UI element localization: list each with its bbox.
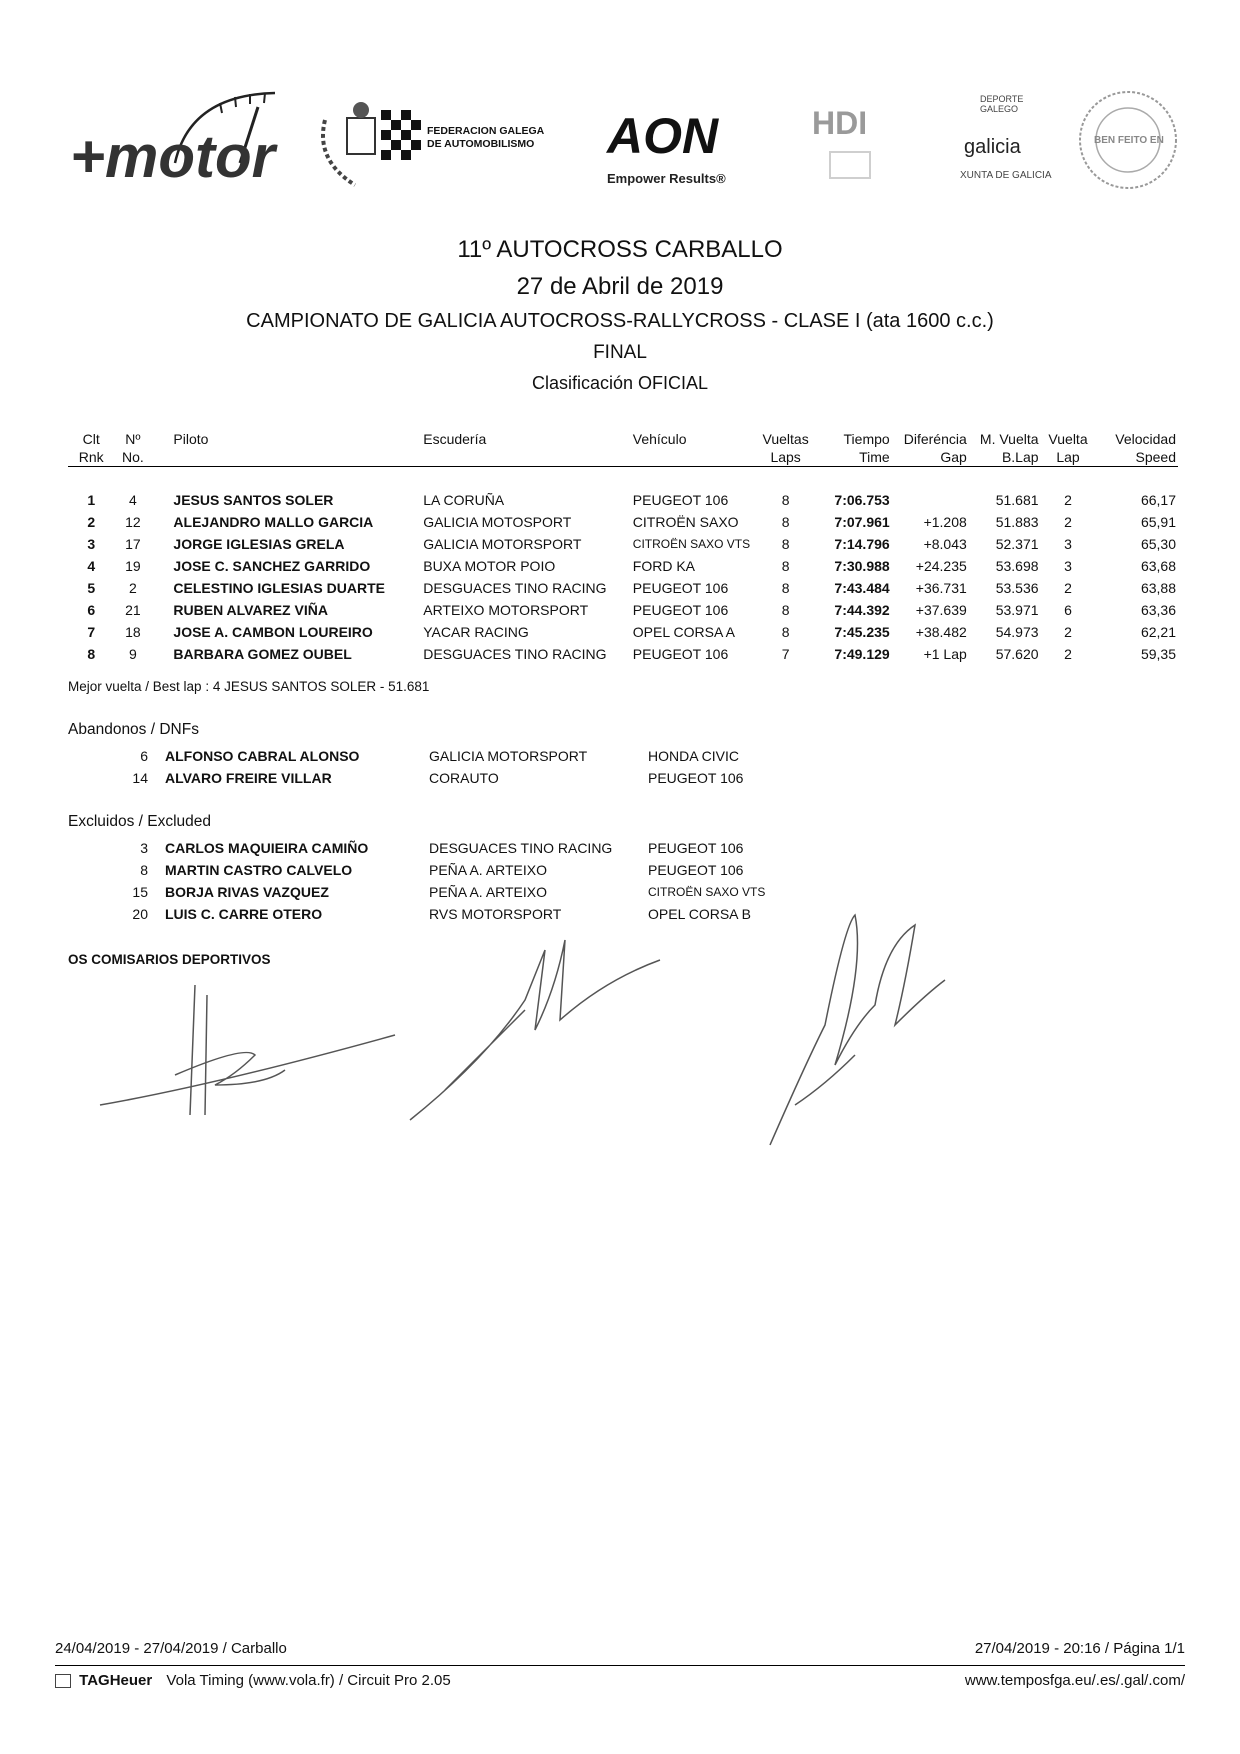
motor-logo xyxy=(70,85,300,190)
col-number-en: No. xyxy=(114,448,151,467)
speed-cell: 65,91 xyxy=(1140,514,1176,530)
gap-cell: +24.235 xyxy=(915,558,967,574)
col-speed-en: Speed xyxy=(1095,448,1178,467)
table-row xyxy=(68,489,1178,511)
number-cell: 21 xyxy=(125,602,141,618)
col-lap-en: Lap xyxy=(1041,448,1096,467)
excluded-title: Excluidos / Excluded xyxy=(68,813,212,830)
dnf-title: Abandonos / DNFs xyxy=(68,721,199,738)
laps-cell: 8 xyxy=(781,492,790,508)
list-item xyxy=(68,903,790,925)
laps-cell: 8 xyxy=(781,602,790,618)
championship-title: CAMPIONATO DE GALICIA AUTOCROSS-RALLYCROSS - CLASE I (ata 1600 c.c.) xyxy=(246,310,994,332)
svg-text:AON: AON xyxy=(607,108,719,164)
gap-cell: +38.482 xyxy=(915,624,967,640)
table-row xyxy=(68,533,1178,555)
team-cell: CORAUTO xyxy=(429,770,499,786)
col-time: Tiempo xyxy=(843,431,890,447)
rank-cell: 1 xyxy=(87,492,96,508)
ben-feito-seal xyxy=(1070,85,1190,195)
col-number: Nº xyxy=(125,431,141,447)
best-lap-cell: 53.536 xyxy=(995,580,1039,596)
fga-logo xyxy=(315,90,545,200)
col-best-lap-en: B.Lap xyxy=(969,448,1041,467)
col-vehicle: Vehículo xyxy=(632,431,687,447)
time-cell: 7:45.235 xyxy=(834,624,890,640)
col-driver-en xyxy=(151,448,421,467)
svg-text:galicia: galicia xyxy=(964,136,1021,158)
driver-cell: JORGE IGLESIAS GRELA xyxy=(173,536,345,552)
driver-cell: BARBARA GOMEZ OUBEL xyxy=(173,646,352,662)
number-cell: 8 xyxy=(140,862,148,878)
col-best-lap: M. Vuelta xyxy=(979,431,1039,447)
number-cell: 18 xyxy=(125,624,141,640)
col-vehicle-en xyxy=(631,448,754,467)
officials-label: OS COMISARIOS DEPORTIVOS xyxy=(68,952,271,967)
laps-cell: 8 xyxy=(781,580,790,596)
rank-cell: 5 xyxy=(87,580,96,596)
lap-cell: 6 xyxy=(1064,602,1072,618)
col-gap: Diferéncia xyxy=(903,431,967,447)
gap-cell: +1 Lap xyxy=(923,646,967,662)
col-rank: Clt xyxy=(82,431,100,447)
lap-cell: 2 xyxy=(1064,492,1072,508)
footer-website[interactable]: www.temposfga.eu/.es/.gal/.com/ xyxy=(964,1672,1185,1689)
vehicle-cell: PEUGEOT 106 xyxy=(632,492,729,508)
time-cell: 7:07.961 xyxy=(834,514,890,530)
number-cell: 19 xyxy=(125,558,141,574)
team-cell: DESGUACES TINO RACING xyxy=(423,580,607,596)
col-team-en xyxy=(421,448,631,467)
col-lap: Vuelta xyxy=(1048,431,1088,447)
signature-1 xyxy=(95,975,395,1125)
driver-cell: ALEJANDRO MALLO GARCIA xyxy=(173,514,374,530)
lap-cell: 3 xyxy=(1064,536,1072,552)
speed-cell: 62,21 xyxy=(1140,624,1176,640)
table-row xyxy=(68,599,1178,621)
svg-text:+motor: +motor xyxy=(70,123,276,190)
time-cell: 7:44.392 xyxy=(834,602,890,618)
laps-cell: 8 xyxy=(781,624,790,640)
table-header-row xyxy=(68,430,1178,448)
team-cell: GALICIA MOTOSPORT xyxy=(423,514,572,530)
team-cell: BUXA MOTOR POIO xyxy=(423,558,556,574)
number-cell: 6 xyxy=(140,748,148,764)
time-cell: 7:14.796 xyxy=(834,536,890,552)
laps-cell: 8 xyxy=(781,558,790,574)
vehicle-cell: CITROËN SAXO xyxy=(632,514,739,530)
svg-text:Empower Results®: Empower Results® xyxy=(607,171,726,186)
best-lap-cell: 51.883 xyxy=(995,514,1039,530)
time-cell: 7:49.129 xyxy=(834,646,890,662)
table-header-row xyxy=(68,448,1178,467)
driver-cell: MARTIN CASTRO CALVELO xyxy=(165,862,353,878)
vehicle-cell: PEUGEOT 106 xyxy=(648,770,744,786)
number-cell: 15 xyxy=(132,884,148,900)
lap-cell: 2 xyxy=(1064,624,1072,640)
tagheuer-icon xyxy=(55,1674,71,1688)
laps-cell: 8 xyxy=(781,514,790,530)
table-row xyxy=(68,643,1178,665)
rank-cell: 3 xyxy=(87,536,96,552)
event-date: 27 de Abril de 2019 xyxy=(516,273,724,300)
vehicle-cell: OPEL CORSA A xyxy=(632,624,735,640)
driver-cell: LUIS C. CARRE OTERO xyxy=(165,906,323,922)
col-laps: Vueltas xyxy=(762,431,809,447)
vehicle-cell: PEUGEOT 106 xyxy=(632,602,729,618)
team-cell: DESGUACES TINO RACING xyxy=(423,646,607,662)
best-lap-cell: 57.620 xyxy=(995,646,1039,662)
team-cell: ARTEIXO MOTORSPORT xyxy=(423,602,589,618)
vehicle-cell: PEUGEOT 106 xyxy=(632,646,729,662)
team-cell: RVS MOTORSPORT xyxy=(429,906,562,922)
driver-cell: CARLOS MAQUIEIRA CAMIÑO xyxy=(165,840,369,856)
svg-text:XUNTA DE GALICIA: XUNTA DE GALICIA xyxy=(960,170,1052,181)
table-row xyxy=(68,577,1178,599)
svg-text:BEN FEITO EN: BEN FEITO EN xyxy=(1094,135,1164,146)
rank-cell: 6 xyxy=(87,602,96,618)
gap-cell: +1.208 xyxy=(923,514,967,530)
team-cell: PEÑA A. ARTEIXO xyxy=(429,862,548,878)
vehicle-cell: CITROËN SAXO VTS xyxy=(648,885,766,899)
number-cell: 14 xyxy=(132,770,148,786)
best-lap-cell: 54.973 xyxy=(995,624,1039,640)
lap-cell: 2 xyxy=(1064,514,1072,530)
driver-cell: RUBEN ALVAREZ VIÑA xyxy=(173,602,328,618)
number-cell: 3 xyxy=(140,840,148,856)
team-cell: LA CORUÑA xyxy=(423,492,505,508)
vehicle-cell: CITROËN SAXO VTS xyxy=(632,537,751,551)
col-rank-en: Rnk xyxy=(68,448,114,467)
driver-cell: ALFONSO CABRAL ALONSO xyxy=(165,748,360,764)
vehicle-cell: PEUGEOT 106 xyxy=(648,862,744,878)
footer-timing xyxy=(55,1672,451,1689)
svg-text:DE AUTOMOBILISMO: DE AUTOMOBILISMO xyxy=(427,138,535,150)
footer-divider xyxy=(55,1665,1185,1666)
session-title: FINAL xyxy=(593,342,647,363)
team-cell: YACAR RACING xyxy=(423,624,529,640)
lap-cell: 3 xyxy=(1064,558,1072,574)
speed-cell: 65,30 xyxy=(1140,536,1176,552)
svg-text:HDI: HDI xyxy=(812,105,868,141)
number-cell: 12 xyxy=(125,514,141,530)
driver-cell: CELESTINO IGLESIAS DUARTE xyxy=(173,580,385,596)
results-table xyxy=(68,430,1178,665)
time-cell: 7:06.753 xyxy=(834,492,890,508)
gap-cell: +8.043 xyxy=(923,536,967,552)
number-cell: 9 xyxy=(129,646,137,662)
list-item xyxy=(68,767,790,789)
footer-printed: 27/04/2019 - 20:16 / Página 1/1 xyxy=(974,1640,1185,1657)
list-item xyxy=(68,837,790,859)
excluded-table xyxy=(68,837,790,925)
best-lap-note: Mejor vuelta / Best lap : 4 JESUS SANTOS SOLER - 51.681 xyxy=(68,679,430,694)
speed-cell: 66,17 xyxy=(1140,492,1176,508)
number-cell: 2 xyxy=(129,580,137,596)
driver-cell: JOSE C. SANCHEZ GARRIDO xyxy=(173,558,371,574)
driver-cell: BORJA RIVAS VAZQUEZ xyxy=(165,884,329,900)
event-title: 11º AUTOCROSS CARBALLO xyxy=(457,236,783,263)
svg-text:DEPORTE: DEPORTE xyxy=(980,94,1024,104)
laps-cell: 7 xyxy=(781,646,790,662)
list-item xyxy=(68,881,790,903)
aon-logo xyxy=(605,105,750,195)
signature-2 xyxy=(405,930,665,1130)
table-spacer xyxy=(68,467,1178,490)
svg-text:GALEGO: GALEGO xyxy=(980,104,1019,114)
driver-cell: JOSE A. CAMBON LOUREIRO xyxy=(173,624,373,640)
vehicle-cell: HONDA CIVIC xyxy=(648,748,740,764)
number-cell: 4 xyxy=(129,492,137,508)
team-cell: DESGUACES TINO RACING xyxy=(429,840,613,856)
vehicle-cell: FORD KA xyxy=(632,558,696,574)
time-cell: 7:30.988 xyxy=(834,558,890,574)
team-cell: GALICIA MOTORSPORT xyxy=(429,748,588,764)
best-lap-cell: 51.681 xyxy=(995,492,1039,508)
rank-cell: 8 xyxy=(87,646,96,662)
col-team: Escudería xyxy=(423,431,487,447)
speed-cell: 63,36 xyxy=(1140,602,1176,618)
svg-text:FEDERACION GALEGA: FEDERACION GALEGA xyxy=(427,125,545,137)
list-item xyxy=(68,745,790,767)
signature-3 xyxy=(765,905,965,1155)
classification-title: Clasificación OFICIAL xyxy=(531,373,709,393)
rank-cell: 7 xyxy=(87,624,96,640)
driver-cell: ALVARO FREIRE VILLAR xyxy=(165,770,332,786)
table-row xyxy=(68,511,1178,533)
laps-cell: 8 xyxy=(781,536,790,552)
timing-software: Vola Timing (www.vola.fr) / Circuit Pro 2.05 xyxy=(166,1672,451,1689)
dnf-table xyxy=(68,745,790,789)
lap-cell: 2 xyxy=(1064,580,1072,596)
col-laps-en: Laps xyxy=(754,448,817,467)
table-row xyxy=(68,621,1178,643)
rank-cell: 4 xyxy=(87,558,96,574)
rank-cell: 2 xyxy=(87,514,96,530)
tagheuer-logo: TAGHeuer xyxy=(79,1672,153,1689)
col-driver: Piloto xyxy=(173,431,209,447)
team-cell: GALICIA MOTORSPORT xyxy=(423,536,582,552)
gap-cell: +36.731 xyxy=(915,580,967,596)
gap-cell xyxy=(892,489,969,511)
lap-cell: 2 xyxy=(1064,646,1072,662)
list-item xyxy=(68,859,790,881)
table-row xyxy=(68,555,1178,577)
vehicle-cell: PEUGEOT 106 xyxy=(632,580,729,596)
speed-cell: 63,68 xyxy=(1140,558,1176,574)
speed-cell: 63,88 xyxy=(1140,580,1176,596)
xunta-logo xyxy=(950,85,1090,200)
best-lap-cell: 53.971 xyxy=(995,602,1039,618)
vehicle-cell: OPEL CORSA B xyxy=(648,906,751,922)
col-speed: Velocidad xyxy=(1115,431,1176,447)
driver-cell: JESUS SANTOS SOLER xyxy=(173,492,334,508)
team-cell: PEÑA A. ARTEIXO xyxy=(429,884,548,900)
footer-dates-place: 24/04/2019 - 27/04/2019 / Carballo xyxy=(55,1640,287,1657)
vehicle-cell: PEUGEOT 106 xyxy=(648,840,744,856)
number-cell: 17 xyxy=(125,536,141,552)
number-cell: 20 xyxy=(132,906,148,922)
gap-cell: +37.639 xyxy=(915,602,967,618)
col-gap-en: Gap xyxy=(892,448,969,467)
speed-cell: 59,35 xyxy=(1140,646,1176,662)
col-time-en: Time xyxy=(817,448,892,467)
time-cell: 7:43.484 xyxy=(834,580,890,596)
best-lap-cell: 53.698 xyxy=(995,558,1039,574)
hdi-logo xyxy=(810,100,900,195)
best-lap-cell: 52.371 xyxy=(995,536,1039,552)
